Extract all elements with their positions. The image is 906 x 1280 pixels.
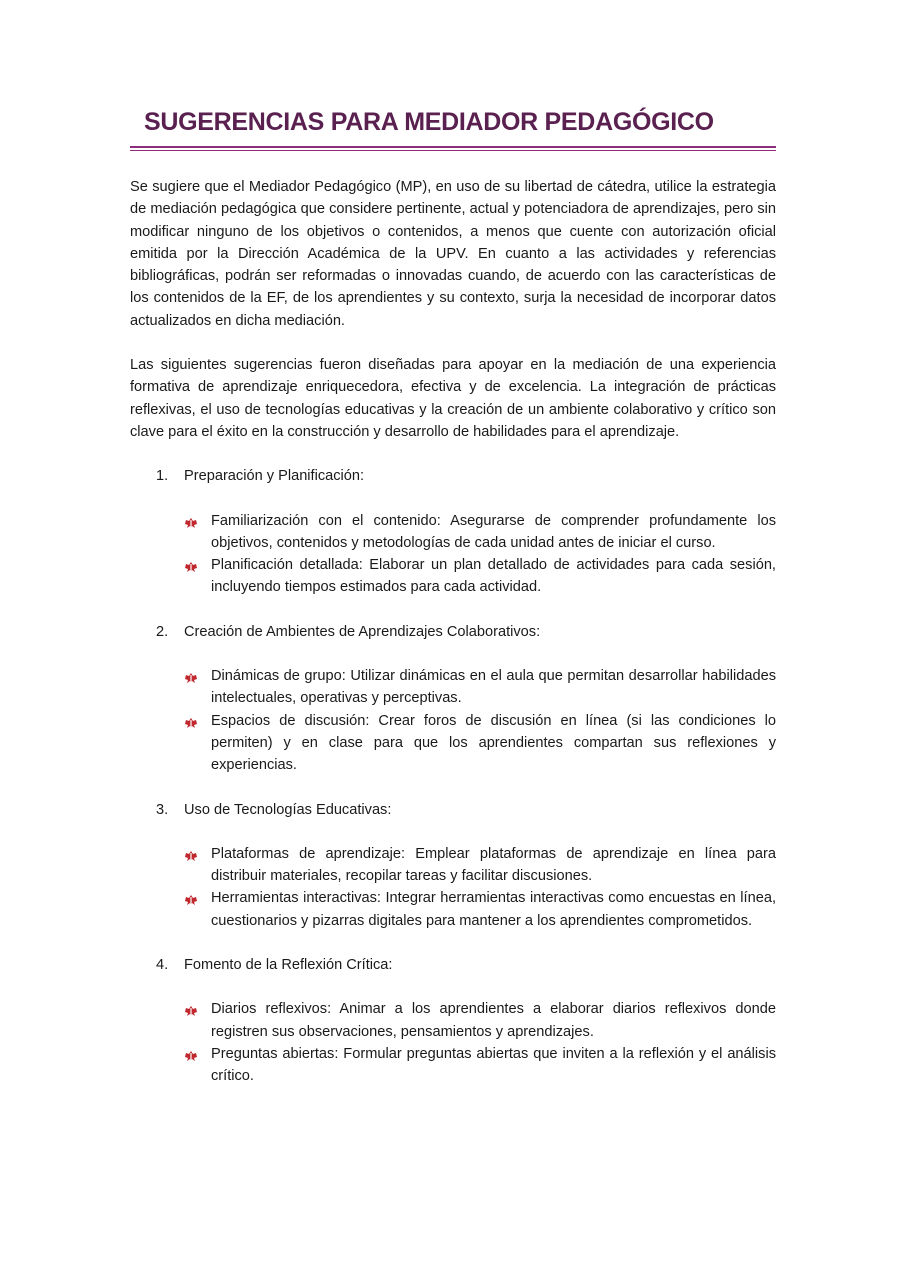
bullet-list — [184, 665, 776, 776]
list-item-text: Dinámicas de grupo: Utilizar dinámicas en el aula que permitan desarrollar habilidades intelectuales, operativas y perceptivas. — [211, 668, 776, 707]
bullet-icon — [184, 1002, 198, 1014]
bullet-list — [184, 843, 776, 932]
list-item — [184, 510, 776, 555]
list-item — [184, 998, 776, 1043]
document-body — [130, 176, 776, 1110]
bullet-list — [184, 998, 776, 1087]
section-heading — [156, 799, 776, 821]
page-title: SUGERENCIAS PARA MEDIADOR PEDAGÓGICO — [144, 108, 714, 136]
bullet-icon — [184, 669, 198, 681]
section-number: 2. — [156, 623, 169, 640]
section-number: 4. — [156, 957, 169, 974]
list-item-text: Diarios reflexivos: Animar a los aprendientes a elaborar diarios reflexivos donde registren sus observaciones, pensamientos y aprendizajes. — [211, 1001, 776, 1040]
section-title: Creación de Ambientes de Aprendizajes Colaborativos: — [184, 623, 541, 640]
section-heading — [156, 954, 776, 976]
list-item-text: Espacios de discusión: Crear foros de discusión en línea (si las condiciones lo permiten) y en clase para que los aprendientes compartan sus reflexiones y experiencias. — [211, 712, 776, 774]
list-item — [184, 1043, 776, 1088]
bullet-icon — [184, 891, 198, 903]
section-heading — [156, 465, 776, 487]
bullet-icon — [184, 558, 198, 570]
section-heading — [156, 621, 776, 643]
list-item — [184, 665, 776, 710]
list-item — [184, 554, 776, 599]
list-item-text: Familiarización con el contenido: Asegurarse de comprender profundamente los objetivos, contenidos y metodologías de cada unidad antes de iniciar el curso. — [211, 512, 776, 551]
list-item-text: Plataformas de aprendizaje: Emplear plataformas de aprendizaje en línea para distribuir materiales, recopilar tareas y facilitar discusiones. — [211, 845, 776, 885]
bullet-icon — [184, 847, 198, 859]
title-rule-thin — [130, 150, 776, 151]
section-title: Uso de Tecnologías Educativas: — [184, 801, 392, 818]
bullet-icon — [184, 714, 198, 726]
intro-paragraph: Las siguientes sugerencias fueron diseñadas para apoyar en la mediación de una experiencia formativa de aprendizaje enriquecedora, efectiva y de excelencia. La integración de prácticas reflexivas, el uso de tecnologías educativas y la creación de un ambiente colaborativo y crítico son clave para el éxito en la construcción y desarrollo de habilidades para el aprendizaje. — [130, 357, 776, 440]
section-title: Fomento de la Reflexión Crítica: — [184, 957, 393, 974]
list-item-text: Preguntas abiertas: Formular preguntas abiertas que inviten a la reflexión y el análisis crítico. — [211, 1045, 776, 1085]
intro-paragraph: Se sugiere que el Mediador Pedagógico (MP), en uso de su libertad de cátedra, utilice la estrategia de mediación pedagógica que considere pertinente, actual y potenciadora de aprendizajes, pero sin modificar ninguno de los objetivos o contenidos, a menos que cuente con autorización oficial emitida por la Dirección Académica de la UPV. En cuanto a las actividades y referencias bibliográficas, podrán ser reformadas o innovadas cuando, de acuerdo con las características de los contenidos de la EF, de los aprendientes y su contexto, surja la necesidad de incorporar datos actualizados en dicha mediación. — [130, 179, 776, 329]
bullet-list — [184, 510, 776, 599]
list-item — [184, 710, 776, 777]
section-number: 3. — [156, 801, 169, 818]
bullet-icon — [184, 514, 198, 526]
list-item — [184, 887, 776, 932]
title-rule-thick — [130, 146, 776, 148]
list-item-text: Planificación detallada: Elaborar un plan detallado de actividades para cada sesión, incluyendo tiempos estimados para cada actividad. — [211, 557, 776, 596]
list-item — [184, 843, 776, 888]
list-item-text: Herramientas interactivas: Integrar herramientas interactivas como encuestas en línea, cuestionarios y pizarras digitales para mantener a los aprendientes comprometidos. — [211, 890, 776, 929]
section-number: 1. — [156, 468, 169, 485]
bullet-icon — [184, 1047, 198, 1059]
section-title: Preparación y Planificación: — [184, 468, 365, 485]
